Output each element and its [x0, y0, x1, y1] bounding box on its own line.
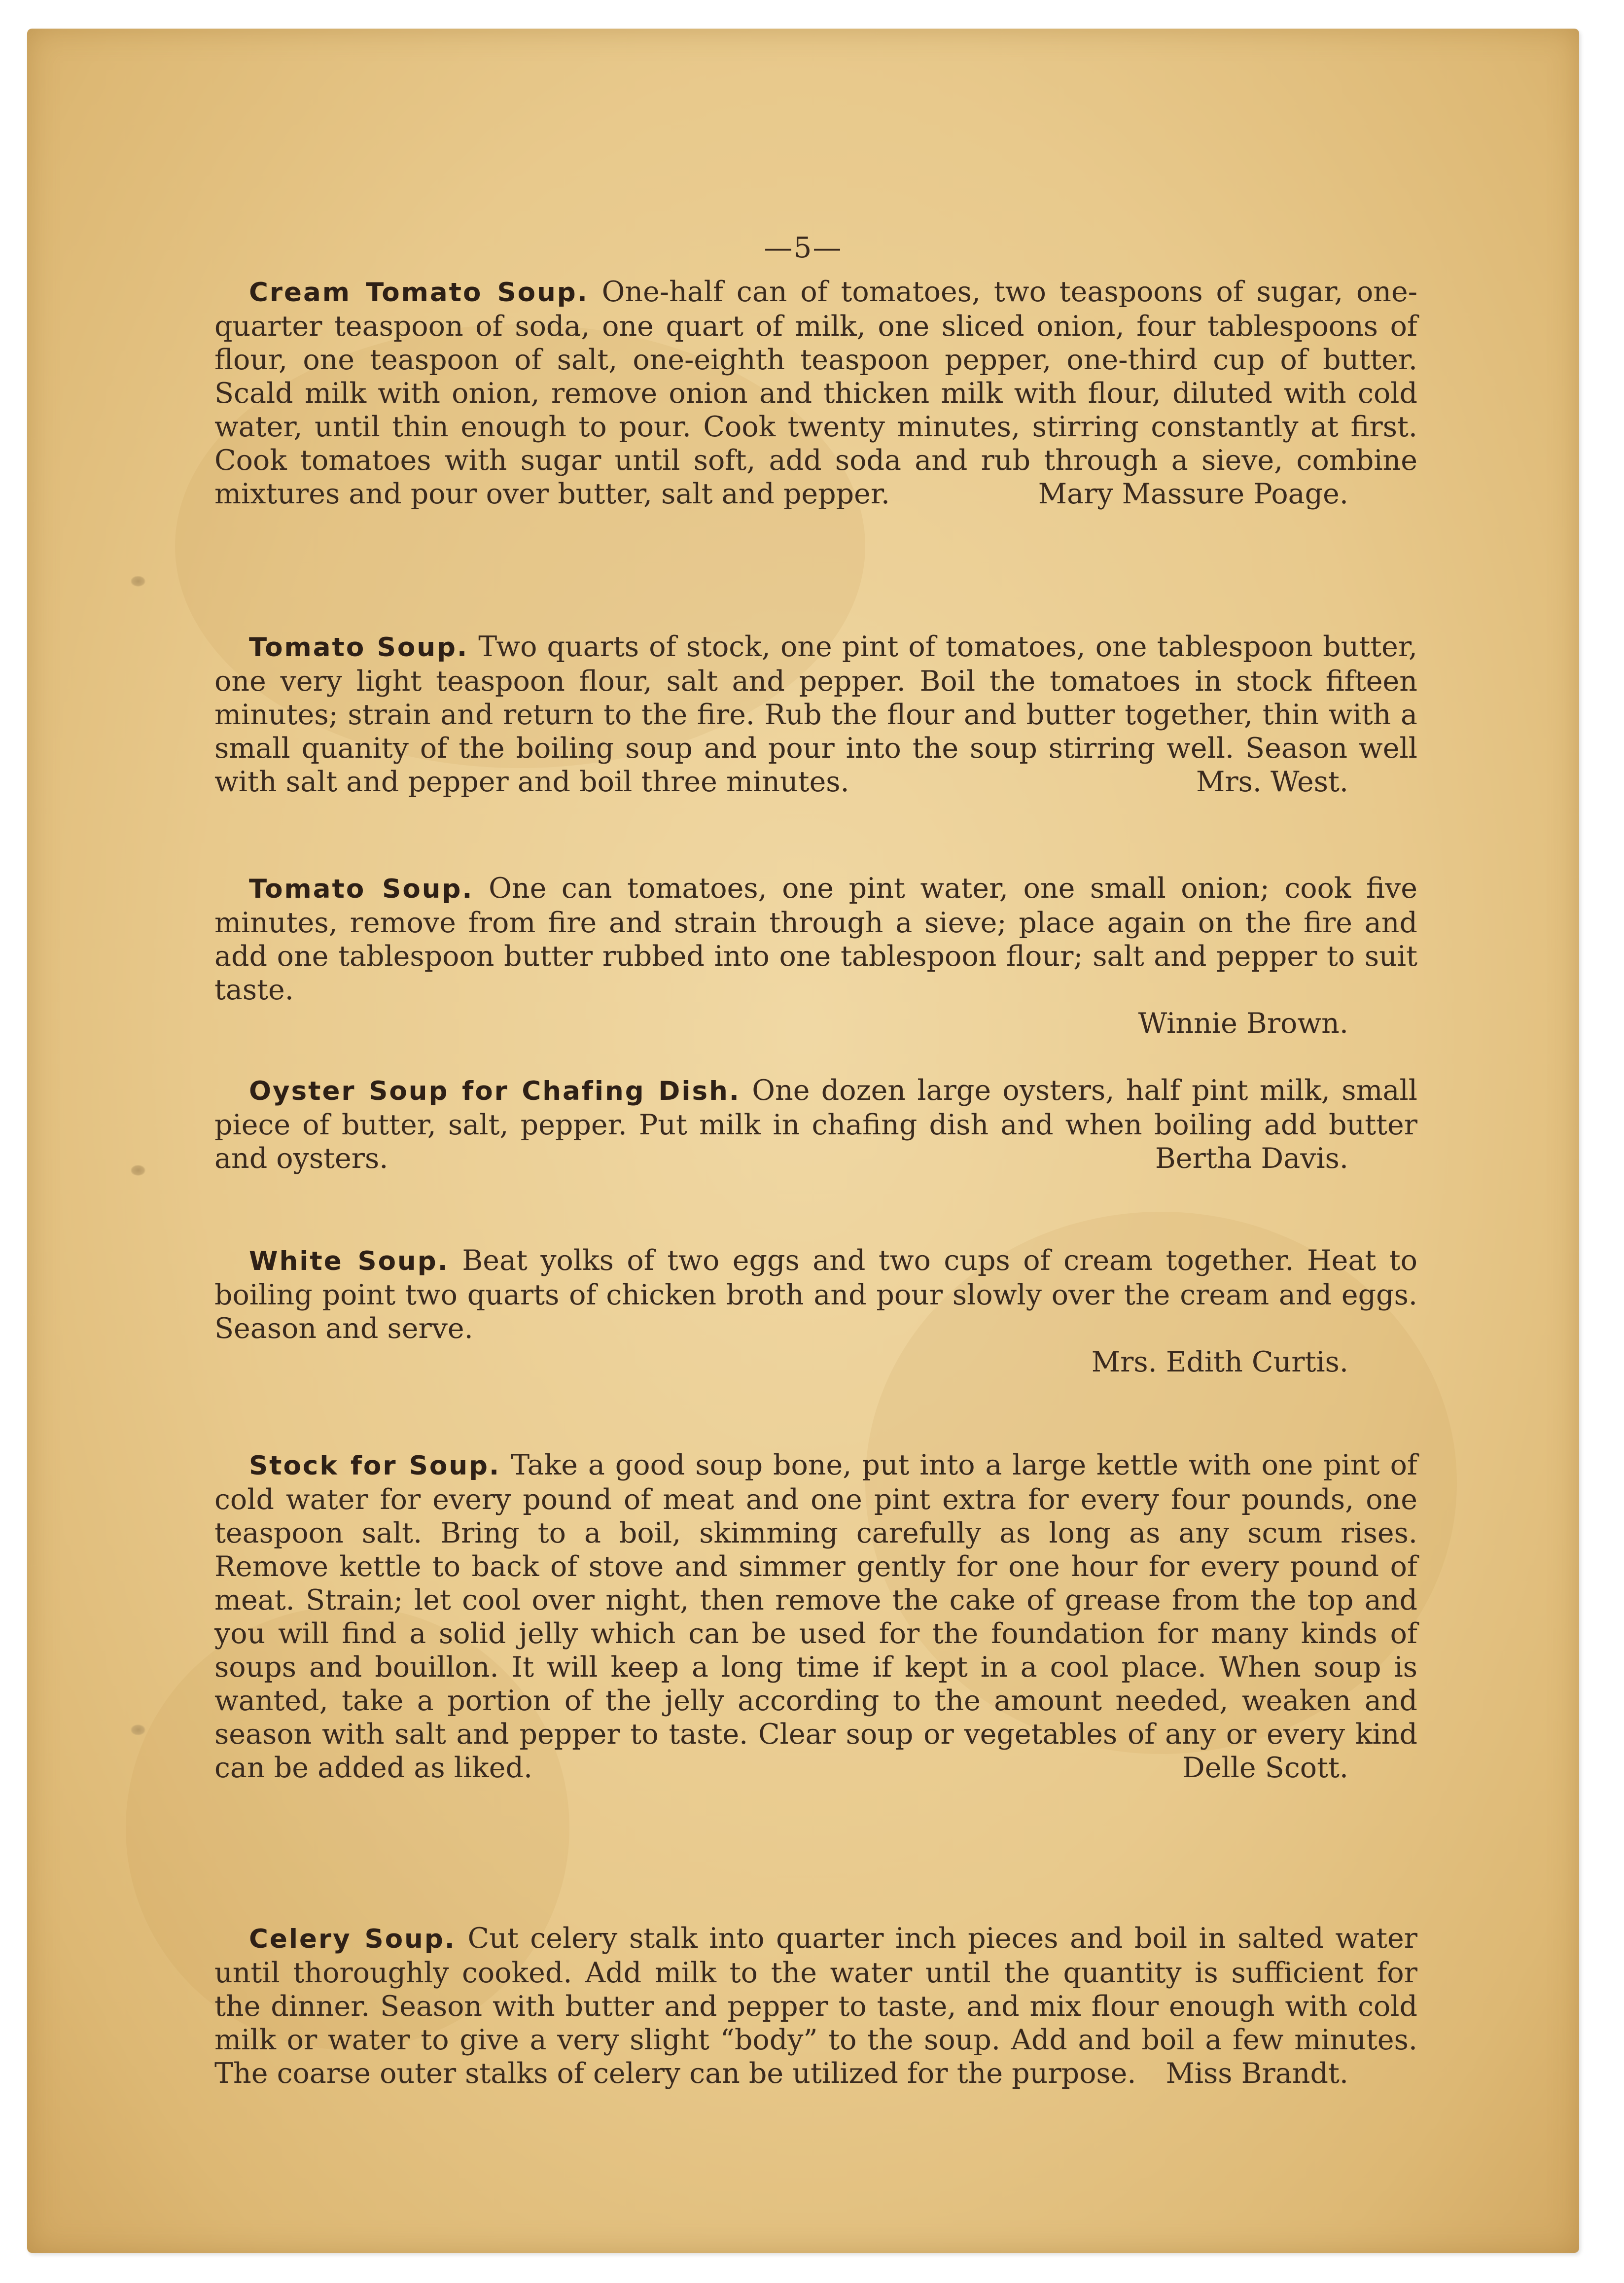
recipe-title: Tomato Soup.	[249, 874, 474, 904]
recipe-author: Mrs. West.	[1196, 766, 1348, 798]
recipe-tomato-soup-1	[214, 630, 1417, 799]
recipe-author: Winnie Brown.	[1138, 1007, 1348, 1040]
recipe-title: Cream Tomato Soup.	[249, 278, 589, 308]
recipe-title: Stock for Soup.	[249, 1451, 501, 1481]
recipe-celery-soup	[214, 1922, 1417, 2090]
recipe-oyster-soup	[214, 1074, 1417, 1175]
recipe-body: Take a good soup bone, put into a large kettle with one pint of cold water for every pound of meat and one pint extra for every four pounds, one teaspoon salt. Bring to a boil, skimming carefully as long as any scum rises. Remove kettle to back of stove and simmer gently for one hour for every pound of meat. Strain; let cool over night, then remove the cake of grease from the top and you will find a solid jelly which can be used for the foundation for many kinds of soups and bouillon. It will keep a long time if kept in a cool place. When soup is wanted, take a portion of the jelly according to the amount needed, weaken and season with salt and pepper to taste. Clear soup or vegetables of any or every kind can be added as liked.	[214, 1449, 1417, 1784]
recipe-stock-for-soup	[214, 1448, 1417, 1785]
recipe-title: Tomato Soup.	[249, 632, 469, 663]
recipe-title: White Soup.	[249, 1246, 449, 1276]
recipe-author: Mary Massure Poage.	[1038, 478, 1348, 510]
recipe-tomato-soup-2	[214, 872, 1417, 1040]
recipe-body: Cut celery stalk into quarter inch pieces and boil in salted water until thoroughly cooked. Add milk to the water until the quantity is sufficient for the dinner. Season with butter and pepper to taste, and mix flour enough with cold milk or water to give a very slight “body” to the soup. Add and boil a few minutes. The coarse outer stalks of celery can be utilized for the purpose.	[214, 1922, 1418, 2090]
pin-hole	[131, 576, 145, 587]
recipe-author: Miss Brandt.	[1165, 2057, 1348, 2090]
recipe-cream-tomato-soup	[214, 275, 1417, 511]
book-page	[27, 29, 1579, 2253]
recipe-body: One can tomatoes, one pint water, one small onion; cook five minutes, remove from fire and strain through a sieve; place again on the fire and add one tablespoon butter rubbed into one tablespoon flour; salt and pepper to suit taste.	[214, 872, 1418, 1006]
recipe-body: One-half can of tomatoes, two teaspoons of sugar, one-quarter teaspoon of soda, one quart of milk, one sliced onion, four tablespoons of flour, one teaspoon of salt, one-eighth teaspoon pepper, one-third cup of butter. Scald milk with onion, remove onion and thicken milk with flour, diluted with cold water, until thin enough to pour. Cook twenty minutes, stirring constantly at first. Cook tomatoes with sugar until soft, add soda and rub through a sieve, combine mixtures and pour over butter, salt and pepper.	[214, 276, 1417, 510]
recipe-body: Beat yolks of two eggs and two cups of cream together. Heat to boiling point two quarts of chicken broth and pour slowly over the cream and eggs. Season and serve.	[214, 1244, 1417, 1345]
recipe-body: One dozen large oysters, half pint milk, small piece of butter, salt, pepper. Put milk in chafing dish and when boiling add butter and oysters.	[214, 1074, 1417, 1175]
recipe-author: Mrs. Edith Curtis.	[1091, 1346, 1348, 1378]
page-number: —5—	[764, 231, 843, 264]
recipe-white-soup	[214, 1244, 1417, 1379]
pin-hole	[131, 1165, 145, 1176]
recipe-author: Bertha Davis.	[1155, 1142, 1348, 1175]
recipe-author: Delle Scott.	[1182, 1752, 1348, 1784]
recipe-title: Celery Soup.	[249, 1924, 456, 1954]
recipe-body: Two quarts of stock, one pint of tomatoes, one tablespoon butter, one very light teaspoon flour, salt and pepper. Boil the tomatoes in stock fifteen minutes; strain and return to the fire. Rub the flour and butter together, thin with a small quanity of the boiling soup and pour into the soup stirring well. Season well with salt and pepper and boil three minutes.	[214, 631, 1418, 798]
pin-hole	[131, 1724, 145, 1735]
recipe-title: Oyster Soup for Chafing Dish.	[249, 1076, 741, 1106]
